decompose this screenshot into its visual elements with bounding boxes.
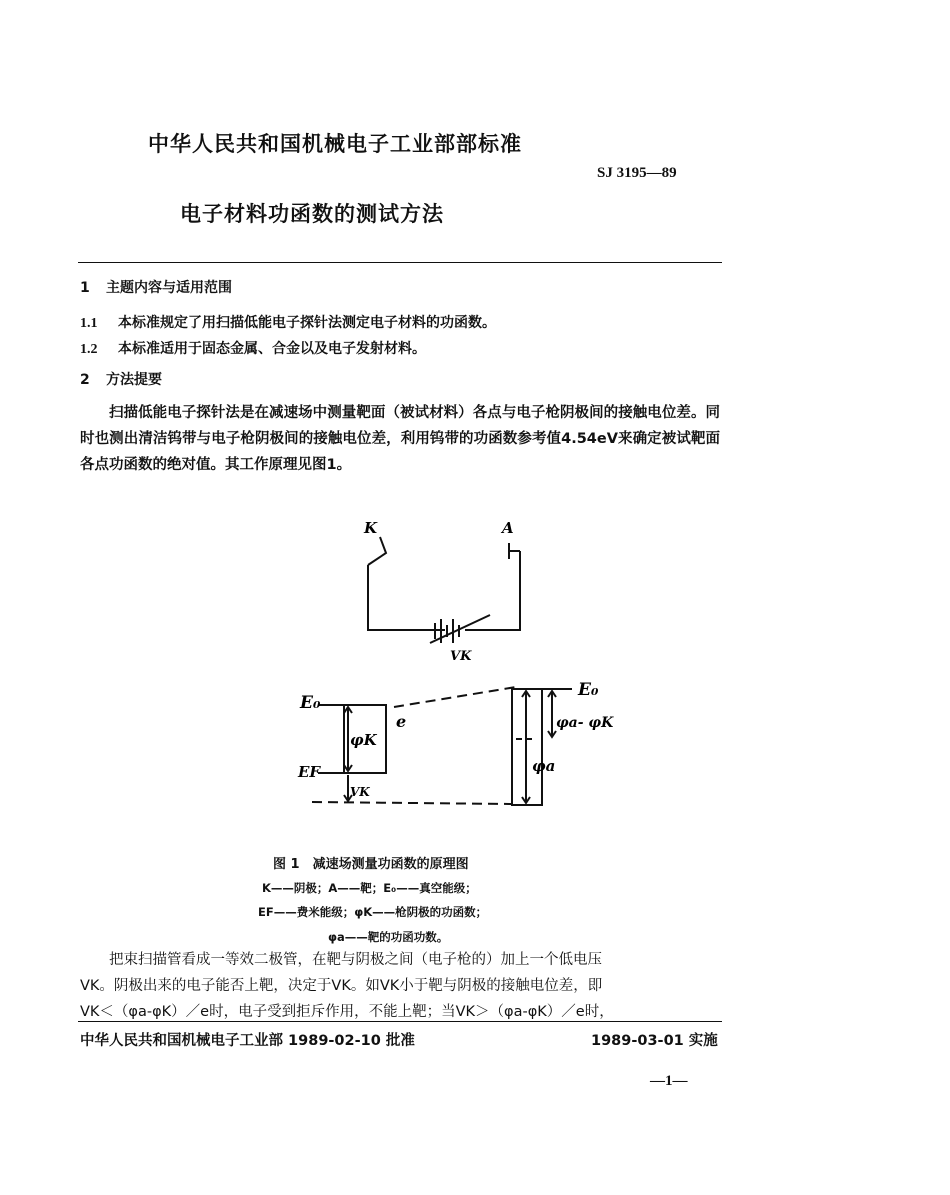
clause-1-1-number: 1.1 [80,316,98,331]
clause-1-2-number: 1.2 [80,342,98,357]
label-phia-minus-phiK: φa- φK [556,715,614,731]
phia-arrow [522,691,530,803]
body-paragraph [80,947,720,1025]
effective-date: 1989-03-01 实施 [591,1033,718,1049]
cathode-wire [368,565,445,630]
section-2-number: 2 [80,372,90,388]
label-vacuum-level-left: E₀ [300,693,321,713]
figure-caption: 图 1 减速场测量功函数的原理图 [273,857,469,872]
method-summary-paragraph [80,400,720,478]
method-summary-text: 扫描低能电子探针法是在减速场中测量靶面（被试材料）各点与电子枪阴极间的接触电位差。同时也测出清洁钨带与电子枪阴极间的接触电位差，利用钨带的功函数参考值4.54eV来确定被试靶面各点功函数的绝对值。其工作原理见图1。 [80,405,720,473]
document-title: 电子材料功函数的测试方法 [180,202,444,226]
anode-wire [465,551,520,630]
label-vk-small: VK [350,785,370,799]
label-phia: φa [532,757,556,775]
figure-legend-line-1: K——阴极；A——靶；E₀——真空能级； [262,881,477,895]
phia-minus-phiK-arrow [548,691,556,737]
section-2-heading [80,369,162,389]
label-phiK: φK [350,731,377,749]
clause-1-2 [80,338,426,358]
standard-code: SJ 3195—89 [597,165,677,181]
body-line-2: VK。阴极出来的电子能否上靶，决定于VK。如VK小于靶与阴极的接触电位差，即 [80,978,603,994]
figure-legend-line-2: EF——费米能级；φK——枪阴极的功函数； [258,905,488,919]
label-cathode: K [364,519,378,537]
approval-line: 中华人民共和国机械电子工业部 1989-02-10 批准 [80,1033,415,1049]
vacuum-level-dashed [394,687,516,707]
principle-diagram [290,515,630,815]
fermi-level-dashed [312,802,512,804]
body-line-1: 把束扫描管看成一等效二极管，在靶与阴极之间（电子枪的）加上一个低电压 [109,952,602,968]
section-1-title: 主题内容与适用范围 [106,280,232,296]
figure-legend-line-3: φa——靶的功函功数。 [328,930,449,944]
section-1-heading [80,277,232,297]
label-fermi-level: EF [298,763,321,781]
clause-1-2-text: 本标准适用于固态金属、合金以及电子发射材料。 [118,341,426,357]
standard-organization: 中华人民共和国机械电子工业部部标准 [148,132,522,156]
page-number: —1— [650,1073,688,1089]
clause-1-1-text: 本标准规定了用扫描低能电子探针法测定电子材料的功函数。 [118,315,496,331]
footer-divider [78,1021,722,1022]
cathode-symbol [368,537,386,565]
label-vk-battery: VK [450,649,472,664]
body-line-3: VK＜（φa-φK）／e时，电子受到拒斥作用，不能上靶；当VK＞（φa-φK）／e时， [80,1004,614,1020]
section-1-number: 1 [80,280,90,296]
label-vacuum-level-right: E₀ [578,680,599,700]
label-electron: e [396,712,407,731]
clause-1-1 [80,312,496,332]
label-anode: A [502,519,514,537]
anode-symbol [509,543,520,559]
header-divider [78,262,722,263]
section-2-title: 方法提要 [106,372,162,388]
